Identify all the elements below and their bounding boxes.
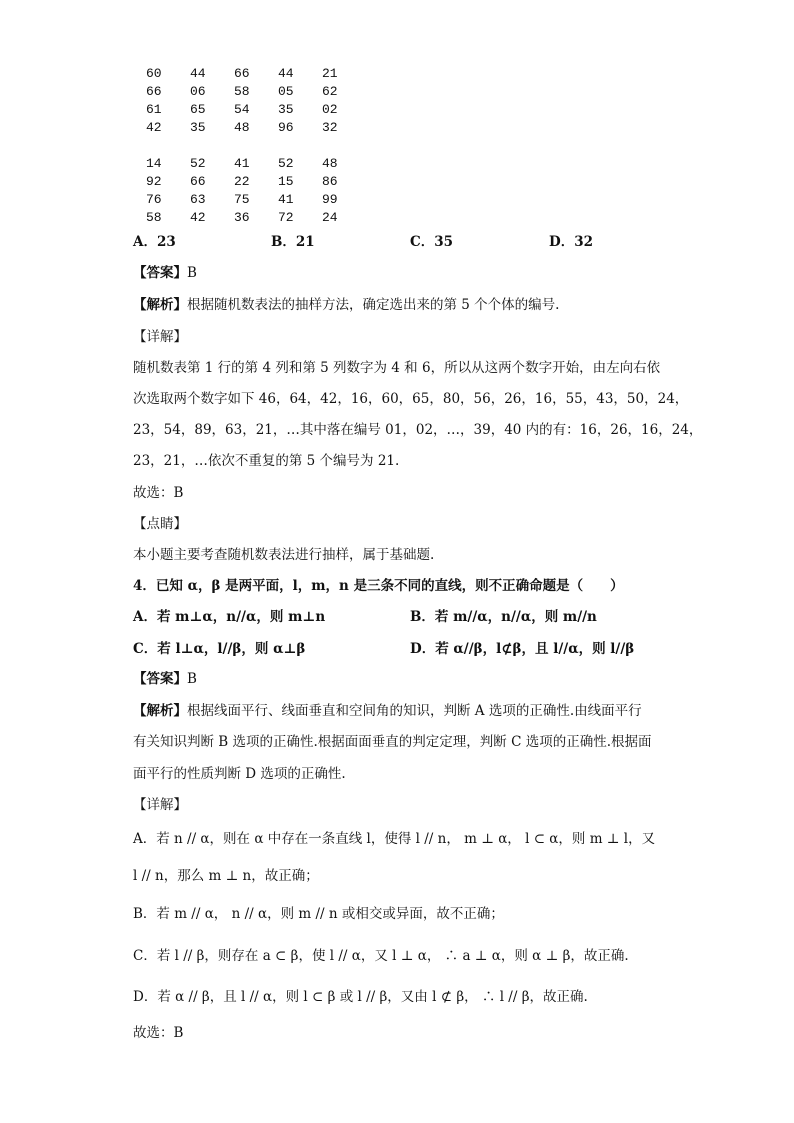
table-cell: 14 [146,156,162,171]
table-cell: 58 [146,210,162,225]
table-cell: 44 [190,66,206,81]
table-row [146,191,366,209]
table-cell: 02 [322,102,338,117]
table-row [146,65,366,83]
table-cell: 60 [146,66,162,81]
table-cell: 24 [322,210,338,225]
q4-detail-tag: 【详解】 [133,797,187,813]
table-cell: 52 [190,156,206,171]
q3-detail-line-3: 23，54，89，63，21，…其中落在编号 01，02，…，39，40 内的有：16，26，16，24， [133,422,703,438]
table-cell: 65 [190,102,206,117]
q4-answer [133,670,197,688]
table-cell: 66 [146,84,162,99]
table-row [146,173,366,191]
table-cell: 48 [234,120,250,135]
table-cell: 21 [322,66,338,81]
table-cell: 44 [278,66,294,81]
q4-option-d: D．若 α//β，l⊄β，且 l//α，则 l//β [410,641,635,657]
q4-option-b: B．若 m//α，n//α，则 m//n [410,609,597,625]
table-cell: 48 [322,156,338,171]
q4-option-c: C．若 l⊥α，l//β，则 α⊥β [133,641,306,657]
table-cell: 35 [190,120,206,135]
q4-stem: 4．已知 α，β 是两平面，l，m，n 是三条不同的直线，则不正确命题是（ ） [133,578,624,594]
table-cell: 42 [190,210,206,225]
table-cell: 96 [278,120,294,135]
q4-choose: 故选：B [133,1025,184,1041]
table-cell: 62 [322,84,338,99]
q3-option-a: A．23 [133,234,176,250]
table-cell: 41 [278,192,294,207]
random-number-table-group-2 [146,155,366,227]
q4-analysis-line-1 [133,702,642,720]
q4-analysis-line-2: 有关知识判断 B 选项的正确性.根据面面垂直的判定定理，判断 C 选项的正确性.根据面 [133,734,652,750]
table-cell: 52 [278,156,294,171]
table-cell: 42 [146,120,162,135]
q3-option-d: D．32 [549,234,593,250]
table-cell: 32 [322,120,338,135]
table-cell: 63 [190,192,206,207]
q4-detail-line-2: l // n，那么 m ⊥ n，故正确； [133,868,319,884]
table-cell: 75 [234,192,250,207]
table-cell: 76 [146,192,162,207]
q3-detail-line-4: 23，21，…依次不重复的第 5 个编号为 21. [133,453,400,469]
table-cell: 58 [234,84,250,99]
table-cell: 92 [146,174,162,189]
q4-option-a: A．若 m⊥α，n//α，则 m⊥n [133,609,326,625]
table-cell: 66 [234,66,250,81]
table-row [146,83,366,101]
table-cell: 35 [278,102,294,117]
q3-choose: 故选：B [133,485,184,501]
q3-detail-line-1: 随机数表第 1 行的第 4 列和第 5 列数字为 4 和 6，所以从这两个数字开始，由左向右依 [133,360,661,376]
q4-detail-line-3: B．若 m // α， n // α，则 m // n 或相交或异面，故不正确； [133,906,504,922]
answer-value: B [187,265,197,281]
analysis-text: 根据线面平行、线面垂直和空间角的知识，判断 A 选项的正确性.由线面平行 [187,703,642,719]
q4-detail-line-1: A．若 n // α，则在 α 中存在一条直线 l，使得 l // n， m ⊥ α， l ⊂ α，则 m ⊥ l，又 [133,831,656,847]
analysis-tag: 【解析】 [133,703,187,719]
table-cell: 06 [190,84,206,99]
table-cell: 66 [190,174,206,189]
q3-comment-tag: 【点睛】 [133,516,187,532]
table-row [146,119,366,137]
q3-detail-tag: 【详解】 [133,329,187,345]
analysis-text: 根据随机数表法的抽样方法，确定选出来的第 5 个个体的编号. [187,297,560,313]
table-row [146,155,366,173]
table-cell: 99 [322,192,338,207]
table-cell: 22 [234,174,250,189]
answer-tag: 【答案】 [133,265,187,281]
q4-detail-line-4: C．若 l // β，则存在 a ⊂ β，使 l // α，又 l ⊥ α， ∴ a ⊥ α，则 α ⊥ β，故正确. [133,948,629,964]
answer-value: B [187,671,197,687]
table-cell: 36 [234,210,250,225]
answer-tag: 【答案】 [133,671,187,687]
table-cell: 72 [278,210,294,225]
table-row [146,209,366,227]
q3-detail-line-2: 次选取两个数字如下 46，64，42，16，60，65，80，56，26，16，55，43，50，24， [133,391,689,407]
random-number-table-group-1 [146,65,366,137]
analysis-tag: 【解析】 [133,297,187,313]
table-row [146,101,366,119]
q4-detail-line-5: D．若 α // β，且 l // α，则 l ⊂ β 或 l // β，又由 l ⊄ β， ∴ l // β，故正确. [133,989,588,1005]
table-cell: 41 [234,156,250,171]
q3-option-c: C．35 [410,234,454,250]
table-cell: 86 [322,174,338,189]
q3-comment: 本小题主要考查随机数表法进行抽样，属于基础题. [133,547,435,563]
q3-option-b: B．21 [271,234,315,250]
table-cell: 05 [278,84,294,99]
table-cell: 15 [278,174,294,189]
q4-analysis-line-3: 面平行的性质判断 D 选项的正确性. [133,766,346,782]
table-cell: 61 [146,102,162,117]
q3-analysis [133,296,559,314]
table-cell: 54 [234,102,250,117]
q3-answer [133,264,197,282]
